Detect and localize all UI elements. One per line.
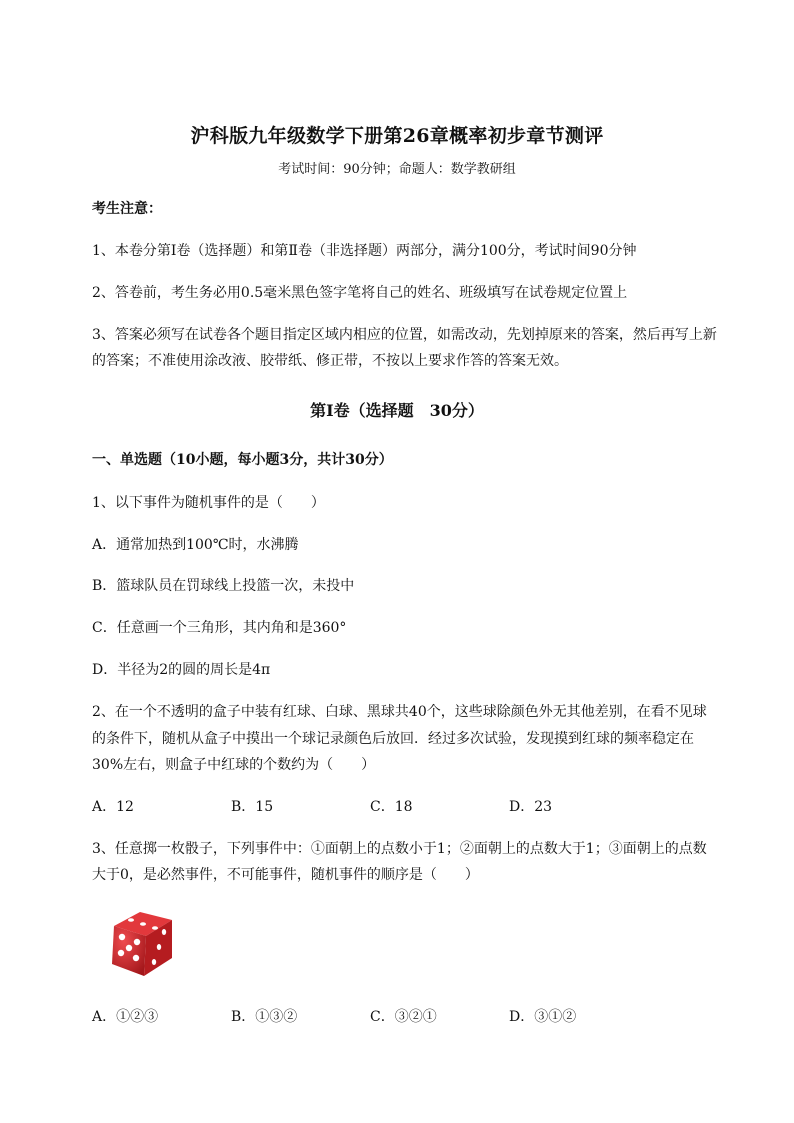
- question-3-option-a: A．①②③: [92, 1009, 159, 1025]
- question-3-option-c: C．③②①: [370, 1009, 437, 1025]
- exam-subtitle: 考试时间：90分钟；命题人：数学教研组: [278, 162, 516, 177]
- question-1-option-b: B．篮球队员在罚球线上投篮一次，未投中: [92, 578, 355, 594]
- notice-heading: 考生注意：: [92, 201, 162, 217]
- question-2-option-a: A．12: [92, 799, 134, 815]
- notice-item: 2、答卷前，考生务必用0.5毫米黑色签字笔将自己的姓名、班级填写在试卷规定位置上: [92, 285, 628, 301]
- question-2-stem: 的条件下，随机从盒子中摸出一个球记录颜色后放回．经过多次试验，发现摸到红球的频率稳定在: [92, 731, 694, 747]
- question-3-stem: 3、任意掷一枚骰子，下列事件中：①面朝上的点数小于1；②面朝上的点数大于1；③面朝上的点数: [92, 841, 707, 857]
- question-2-option-c: C．18: [370, 799, 413, 815]
- question-1-option-a: A．通常加热到100℃时，水沸腾: [92, 537, 299, 553]
- dice-image: [104, 906, 180, 982]
- question-2-stem: 30%左右，则盒子中红球的个数约为（ ）: [92, 757, 376, 773]
- notice-item: 3、答案必须写在试卷各个题目指定区域内相应的位置，如需改动，先划掉原来的答案，然后再写上新: [92, 327, 717, 343]
- question-1-stem: 1、以下事件为随机事件的是（ ）: [92, 495, 325, 511]
- exam-title: 沪科版九年级数学下册第26章概率初步章节测评: [190, 125, 604, 147]
- part-heading: 一、单选题（10小题，每小题3分，共计30分）: [92, 452, 393, 468]
- question-2-option-b: B．15: [231, 799, 274, 815]
- notice-item: 1、本卷分第I卷（选择题）和第Ⅱ卷（非选择题）两部分，满分100分，考试时间90分钟: [92, 243, 637, 259]
- notice-item: 的答案；不准使用涂改液、胶带纸、修正带，不按以上要求作答的答案无效。: [92, 353, 568, 369]
- question-2-option-d: D．23: [509, 799, 553, 815]
- question-2-stem: 2、在一个不透明的盒子中装有红球、白球、黑球共40个，这些球除颜色外无其他差别，在看不见球: [92, 704, 707, 720]
- question-1-option-c: C．任意画一个三角形，其内角和是360°: [92, 620, 347, 636]
- question-3-option-d: D．③①②: [509, 1009, 577, 1025]
- question-1-option-d: D．半径为2的圆的周长是4π: [92, 662, 271, 678]
- question-3-stem: 大于0，是必然事件，不可能事件，随机事件的顺序是（ ）: [92, 867, 479, 883]
- section-title: 第I卷（选择题 30分）: [310, 401, 484, 420]
- question-3-option-b: B．①③②: [231, 1009, 298, 1025]
